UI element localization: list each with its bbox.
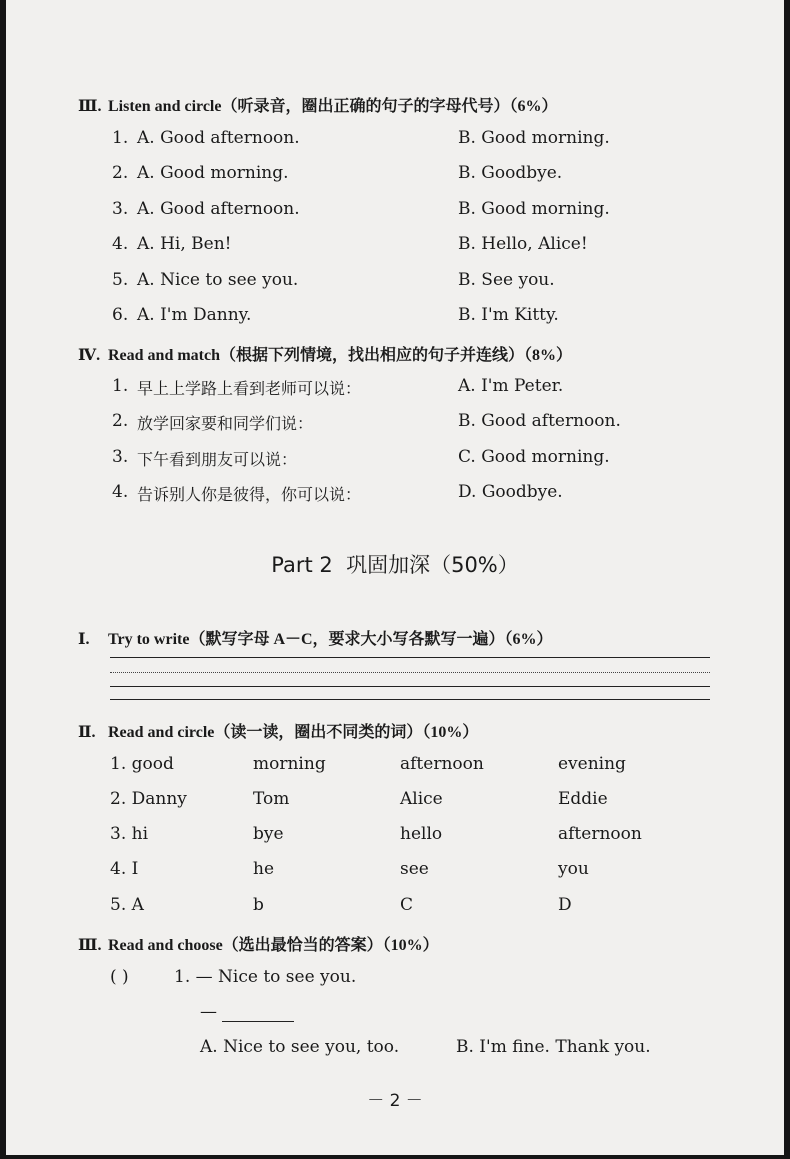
reply-line bbox=[200, 1002, 294, 1022]
list-item bbox=[0, 163, 790, 189]
option-a: A. I'm Danny. bbox=[137, 305, 252, 325]
section-title: Listen and circle（听录音，圈出正确的句子的字母代号）（6%） bbox=[108, 98, 558, 115]
word-cell[interactable]: morning bbox=[253, 754, 326, 774]
option-a: A. Good morning. bbox=[137, 163, 289, 183]
list-item bbox=[0, 376, 790, 402]
word-cell[interactable]: evening bbox=[558, 754, 626, 774]
writing-line-dotted bbox=[110, 672, 710, 673]
option-a[interactable]: A. Nice to see you, too. bbox=[200, 1037, 400, 1057]
section-title: Try to write（默写字母 A－C，要求大小写各默写一遍）（6%） bbox=[108, 631, 553, 648]
option-b: B. Goodbye. bbox=[458, 163, 563, 183]
option-b: B. Good morning. bbox=[458, 128, 610, 148]
reply-dash: — bbox=[200, 1002, 217, 1022]
word-cell[interactable]: 4. I bbox=[110, 859, 139, 879]
situation-text: 下午看到朋友可以说： bbox=[137, 450, 298, 469]
word-cell[interactable]: 1. good bbox=[110, 754, 174, 774]
word-cell[interactable]: b bbox=[253, 895, 264, 915]
option-b: B. Hello, Alice! bbox=[458, 234, 588, 254]
item-number: 2. bbox=[112, 163, 129, 183]
table-row bbox=[0, 754, 790, 780]
section-number: Ⅰ. bbox=[78, 631, 90, 648]
table-row bbox=[0, 859, 790, 885]
section-heading-read-circle bbox=[78, 719, 478, 742]
table-row bbox=[0, 824, 790, 850]
option-a: A. Good afternoon. bbox=[137, 199, 300, 219]
list-item bbox=[0, 199, 790, 225]
section-number: Ⅲ. bbox=[78, 98, 102, 115]
section-title: Read and circle（读一读，圈出不同类的词）（10%） bbox=[108, 724, 479, 741]
word-cell[interactable]: afternoon bbox=[400, 754, 484, 774]
question-text: 1. — Nice to see you. bbox=[174, 967, 357, 987]
word-cell[interactable]: he bbox=[253, 859, 275, 879]
list-item bbox=[0, 305, 790, 331]
word-cell[interactable]: afternoon bbox=[558, 824, 642, 844]
answer-option: C. Good morning. bbox=[458, 447, 610, 467]
section-heading-read-choose bbox=[78, 932, 439, 955]
page-border-bottom bbox=[0, 1155, 790, 1159]
word-cell[interactable]: Eddie bbox=[558, 789, 608, 809]
section-heading-read-match bbox=[78, 342, 572, 365]
word-cell[interactable]: Tom bbox=[253, 789, 290, 809]
answer-option: D. Goodbye. bbox=[458, 482, 563, 502]
section-number: Ⅲ. bbox=[78, 937, 102, 954]
writing-line-base bbox=[110, 686, 710, 687]
section-heading-listen-circle bbox=[78, 93, 557, 116]
word-cell[interactable]: C bbox=[400, 895, 414, 915]
option-b: B. See you. bbox=[458, 270, 555, 290]
answer-blank[interactable] bbox=[222, 1003, 294, 1022]
option-a: A. Hi, Ben! bbox=[137, 234, 232, 254]
list-item bbox=[0, 270, 790, 296]
section-number: Ⅳ. bbox=[78, 347, 101, 364]
writing-line-top bbox=[110, 657, 710, 658]
list-item bbox=[0, 411, 790, 437]
word-cell[interactable]: bye bbox=[253, 824, 284, 844]
list-item bbox=[0, 482, 790, 508]
option-b: B. Good morning. bbox=[458, 199, 610, 219]
section-heading-try-write bbox=[78, 626, 553, 649]
item-number: 3. bbox=[112, 199, 129, 219]
word-cell[interactable]: D bbox=[558, 895, 572, 915]
item-number: 3. bbox=[112, 447, 129, 467]
situation-text: 放学回家要和同学们说： bbox=[137, 414, 314, 433]
item-number: 5. bbox=[112, 270, 129, 290]
item-number: 6. bbox=[112, 305, 129, 325]
item-number: 1. bbox=[112, 376, 129, 396]
situation-text: 告诉别人你是彼得，你可以说： bbox=[137, 485, 362, 504]
situation-text: 早上上学路上看到老师可以说： bbox=[137, 379, 362, 398]
section-title: Read and match（根据下列情境，找出相应的句子并连线）（8%） bbox=[108, 347, 573, 364]
option-b[interactable]: B. I'm fine. Thank you. bbox=[456, 1037, 651, 1057]
section-title: Read and choose（选出最恰当的答案）（10%） bbox=[108, 937, 439, 954]
part-title: Part 2 巩固加深（50%） bbox=[271, 553, 519, 577]
option-a: A. Nice to see you. bbox=[137, 270, 299, 290]
word-cell[interactable]: 3. hi bbox=[110, 824, 149, 844]
section-number: Ⅱ. bbox=[78, 724, 96, 741]
list-item bbox=[0, 128, 790, 154]
word-cell[interactable]: you bbox=[558, 859, 589, 879]
page-number: － 2 － bbox=[367, 1091, 423, 1111]
word-cell[interactable]: see bbox=[400, 859, 429, 879]
table-row bbox=[0, 895, 790, 921]
option-b: B. I'm Kitty. bbox=[458, 305, 559, 325]
item-number: 4. bbox=[112, 234, 129, 254]
word-cell[interactable]: hello bbox=[400, 824, 443, 844]
writing-line-bottom bbox=[110, 699, 710, 700]
table-row bbox=[0, 789, 790, 815]
item-number: 1. bbox=[112, 128, 129, 148]
answer-paren[interactable]: ( ) bbox=[110, 967, 129, 987]
list-item bbox=[0, 447, 790, 473]
item-number: 2. bbox=[112, 411, 129, 431]
answer-option: A. I'm Peter. bbox=[458, 376, 564, 396]
word-cell[interactable]: 2. Danny bbox=[110, 789, 187, 809]
item-number: 4. bbox=[112, 482, 129, 502]
answer-option: B. Good afternoon. bbox=[458, 411, 621, 431]
word-cell[interactable]: 5. A bbox=[110, 895, 144, 915]
word-cell[interactable]: Alice bbox=[400, 789, 443, 809]
option-a: A. Good afternoon. bbox=[137, 128, 300, 148]
list-item bbox=[0, 234, 790, 260]
